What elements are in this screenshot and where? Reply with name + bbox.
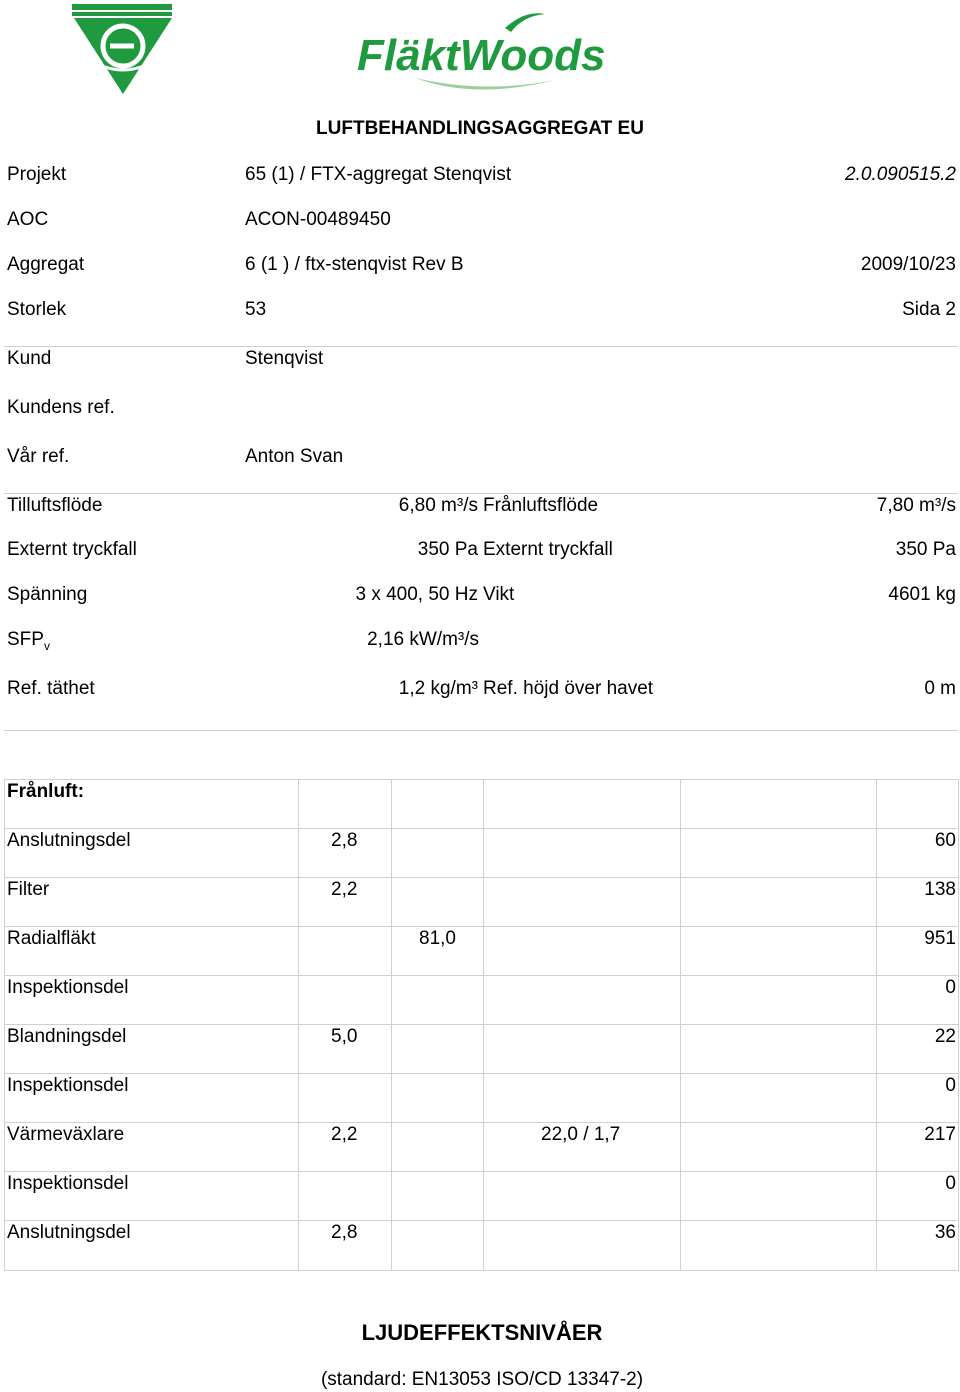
row-var-ref: [0, 445, 960, 469]
franluft-label: Frånluftsflöde: [483, 495, 599, 516]
row-aoc: [0, 208, 960, 232]
table-header-row: [4, 779, 959, 829]
table-row: [4, 1220, 959, 1271]
tilluft-label: Tilluftsflöde: [7, 495, 103, 516]
kund-label: Kund: [7, 348, 52, 369]
row-sfp: [0, 628, 960, 652]
hojd-value: 0 m: [924, 678, 956, 699]
table-row: [4, 926, 959, 976]
projekt-label: Projekt: [7, 164, 67, 185]
row-name: Anslutningsdel: [7, 830, 131, 851]
tathet-label: Ref. täthet: [7, 678, 95, 699]
table-row: [4, 1024, 959, 1074]
tathet-value: 1,2 kg/m³: [398, 678, 478, 699]
table-row: [4, 1122, 959, 1172]
ext1-value: 350 Pa: [417, 539, 478, 560]
row-name: Filter: [7, 879, 50, 900]
row-name: Värmeväxlare: [7, 1124, 125, 1145]
row-name: Anslutningsdel: [7, 1222, 131, 1243]
document-date: 2009/10/23: [860, 254, 956, 275]
aggregat-label: Aggregat: [7, 254, 85, 275]
row-value-right: 60: [934, 830, 956, 851]
page-number: Sida 2: [902, 299, 956, 320]
table-row: [4, 1171, 959, 1221]
var-ref-label: Vår ref.: [7, 446, 70, 467]
row-name: Inspektionsdel: [7, 977, 129, 998]
row-value-right: 0: [945, 977, 956, 998]
table-border-left: [4, 779, 5, 1270]
row-value-col3: 22,0 / 1,7: [541, 1124, 621, 1145]
row-value-col1: 2,2: [331, 879, 358, 900]
hojd-label: Ref. höjd över havet: [483, 678, 654, 699]
table-column-divider: [680, 779, 681, 1270]
row-value-right: 0: [945, 1075, 956, 1096]
row-value-col1: 2,2: [331, 1124, 358, 1145]
row-name: Blandningsdel: [7, 1026, 127, 1047]
aoc-label: AOC: [7, 209, 49, 230]
version-number: 2.0.090515.2: [845, 164, 956, 185]
aoc-value: ACON-00489450: [245, 209, 391, 230]
ext2-value: 350 Pa: [895, 539, 956, 560]
aggregat-value: 6 (1 ) / ftx-stenqvist Rev B: [245, 254, 464, 275]
divider: [4, 730, 958, 731]
table-column-divider: [483, 779, 484, 1270]
ext2-label: Externt tryckfall: [483, 539, 613, 560]
eurovent-logo: [70, 2, 176, 96]
table-column-divider: [391, 779, 392, 1270]
spanning-value: 3 x 400, 50 Hz: [355, 584, 478, 605]
row-name: Radialfläkt: [7, 928, 96, 949]
section-title: LJUDEFFEKTSNIVÅER: [361, 1320, 603, 1345]
row-tilluft: [0, 494, 960, 518]
table-column-divider: [298, 779, 299, 1270]
spanning-label: Spänning: [7, 584, 88, 605]
row-value-right: 138: [924, 879, 956, 900]
document-title: LUFTBEHANDLINGSAGGREGAT EU: [316, 118, 644, 139]
franluft-value: 7,80 m³/s: [876, 495, 956, 516]
row-value-right: 36: [934, 1222, 956, 1243]
row-tathet: [0, 677, 960, 701]
vikt-value: 4601 kg: [888, 584, 956, 605]
row-kund: [0, 347, 960, 371]
row-value-right: 0: [945, 1173, 956, 1194]
section-subtitle: (standard: EN13053 ISO/CD 13347-2): [320, 1369, 644, 1390]
kund-value: Stenqvist: [245, 348, 324, 369]
table-row: [4, 975, 959, 1025]
row-value-right: 951: [924, 928, 956, 949]
svg-text:FläktWoods: FläktWoods: [357, 31, 606, 80]
tilluft-value: 6,80 m³/s: [398, 495, 478, 516]
kundens-ref-label: Kundens ref.: [7, 397, 115, 418]
ext1-label: Externt tryckfall: [7, 539, 137, 560]
row-storlek: [0, 298, 960, 322]
sfp-label: $SFP_v$: [7, 629, 50, 653]
var-ref-value: Anton Svan: [245, 446, 344, 467]
table-heading: Frånluft:: [7, 781, 85, 802]
storlek-label: Storlek: [7, 299, 67, 320]
row-value-col1: 2,8: [331, 1222, 358, 1243]
row-value-right: 22: [934, 1026, 956, 1047]
row-projekt: [0, 163, 960, 187]
vikt-label: Vikt: [483, 584, 515, 605]
row-value-right: 217: [924, 1124, 956, 1145]
table-row: [4, 828, 959, 878]
projekt-value: 65 (1) / FTX-aggregat Stenqvist: [245, 164, 512, 185]
row-value-col1: 5,0: [331, 1026, 358, 1047]
row-value-col1: 2,8: [331, 830, 358, 851]
row-name: Inspektionsdel: [7, 1173, 129, 1194]
row-kundens-ref: [0, 396, 960, 420]
sfp-value: 2,16 kW/m³/s: [367, 629, 479, 650]
sfp-subscript: v: [43, 638, 50, 653]
table-column-divider: [876, 779, 877, 1270]
row-externt-tryckfall: [0, 538, 960, 562]
flaktwoods-logo: [355, 8, 610, 98]
row-spanning: [0, 583, 960, 607]
eurovent-logo-lettering: [70, 2, 176, 16]
row-value-col2: 81,0: [419, 928, 456, 949]
table-border-right: [958, 779, 959, 1270]
row-name: Inspektionsdel: [7, 1075, 129, 1096]
table-row: [4, 877, 959, 927]
storlek-value: 53: [245, 299, 267, 320]
row-aggregat: [0, 253, 960, 277]
table-row: [4, 1073, 959, 1123]
